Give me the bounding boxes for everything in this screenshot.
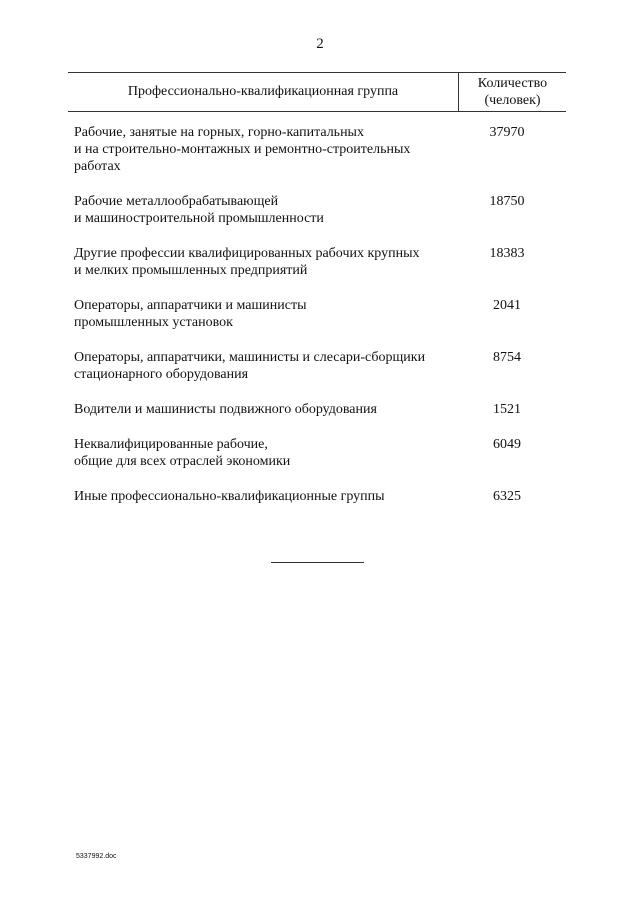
row-group-name: Иные профессионально-квалификационные группы [74,489,385,504]
table-row [68,488,566,505]
table-row [68,297,566,331]
table-row [68,401,566,418]
row-group-name: Рабочие металлообрабатывающей и машиностроительной промышленности [74,194,324,226]
table-header [68,72,566,112]
row-count: 8754 [493,350,521,365]
row-count: 18383 [489,246,525,261]
row-group-name: Рабочие, занятые на горных, горно-капитальных и на строительно-монтажных и ремонтно-строительных работах [74,125,411,174]
table-row [68,245,566,279]
row-count: 6049 [493,437,521,452]
row-group-name: Водители и машинисты подвижного оборудования [74,402,377,417]
qualification-table [68,72,566,523]
header-count [459,75,566,109]
table-row [68,436,566,470]
document-filename: 5337992.doc [76,853,117,860]
header-group: Профессионально-квалификационная группа [68,73,459,111]
row-count: 6325 [493,489,521,504]
row-count: 18750 [489,194,525,209]
row-group-name: Неквалифицированные рабочие, общие для всех отраслей экономики [74,437,291,469]
table-row [68,124,566,175]
table-body [68,124,566,505]
end-divider [271,562,364,563]
table-row [68,349,566,383]
header-count-line1: Количество [477,76,548,91]
page-number: 2 [316,36,324,52]
header-count-line2: (человек) [484,93,541,108]
row-group-name: Операторы, аппаратчики и машинисты промышленных установок [74,298,307,330]
row-group-name: Операторы, аппаратчики, машинисты и слесари-сборщики стационарного оборудования [74,350,426,382]
row-count: 37970 [489,125,525,140]
row-count: 1521 [493,402,521,417]
row-group-name: Другие профессии квалифицированных рабочих крупных и мелких промышленных предприятий [74,246,420,278]
row-count: 2041 [493,298,521,313]
table-row [68,193,566,227]
